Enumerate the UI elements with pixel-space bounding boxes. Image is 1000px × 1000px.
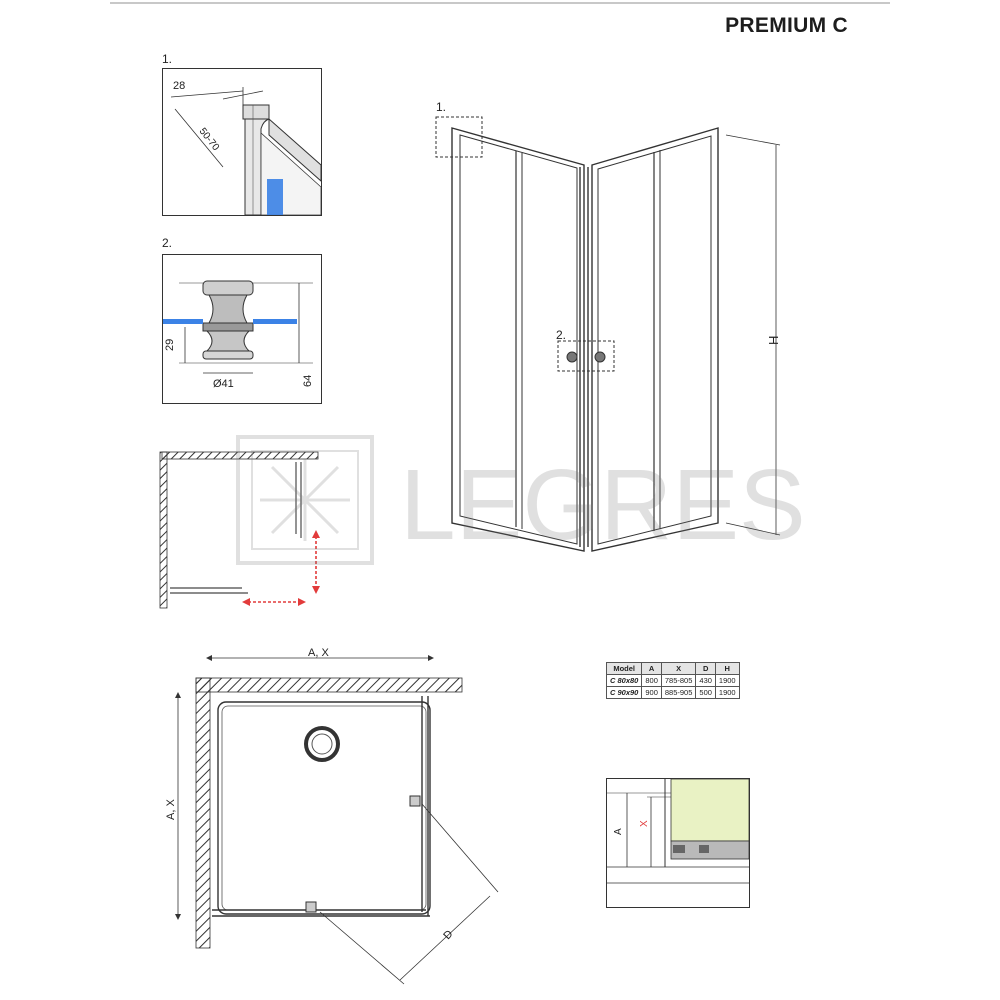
section-label-a: A [613, 828, 624, 835]
spec-cell: 900 [642, 687, 662, 699]
plan-diagonal-label: D [441, 928, 456, 943]
elevation-callout-2: 2. [556, 328, 567, 342]
watermark-text: LEGRES [400, 449, 806, 561]
elevation-drawing [430, 95, 810, 565]
section-wall [671, 779, 749, 841]
spec-header-model: Model [607, 663, 642, 675]
table-row [607, 687, 740, 699]
plan-drawing [160, 640, 510, 990]
section-drawing [607, 779, 749, 907]
spec-header-x: X [661, 663, 696, 675]
spec-cell: C 90x90 [607, 687, 642, 699]
detail-1-dim-diag: 50-70 [196, 126, 222, 154]
table-row [607, 675, 740, 687]
spec-cell: 1900 [715, 687, 739, 699]
spec-cell: 500 [696, 687, 716, 699]
spec-cell: 785-805 [661, 675, 696, 687]
detail-1-panel [162, 68, 322, 216]
spec-header-d: D [696, 663, 716, 675]
detail-2-dim-height: 29 [164, 338, 176, 351]
section-label-x: X [639, 820, 650, 827]
detail-1-drawing [163, 69, 321, 215]
spec-cell: 885-905 [661, 687, 696, 699]
page-title: PREMIUM C [725, 14, 848, 37]
plan-width-label: A, X [308, 647, 329, 659]
spec-table-header-row [607, 663, 740, 675]
detail-2-dim-total: 64 [302, 374, 314, 387]
plan-depth-label: A, X [165, 799, 177, 820]
spec-cell: 430 [696, 675, 716, 687]
detail-2-dim-diameter: Ø41 [213, 378, 234, 390]
detail-1-dim-top: 28 [173, 80, 186, 92]
spec-table [606, 662, 740, 699]
elevation-callout-1: 1. [436, 100, 447, 114]
spec-cell: 800 [642, 675, 662, 687]
detail-1-number: 1. [162, 52, 173, 66]
opening-scheme [156, 448, 326, 618]
detail-2-number: 2. [162, 236, 173, 250]
spec-cell: C 80x80 [607, 675, 642, 687]
spec-header-h: H [715, 663, 739, 675]
spec-header-a: A [642, 663, 662, 675]
spec-cell: 1900 [715, 675, 739, 687]
detail-2-panel [162, 254, 322, 404]
elevation-height-label: H [766, 335, 781, 345]
detail-2-drawing [163, 255, 321, 403]
top-divider [110, 2, 890, 4]
section-panel [606, 778, 750, 908]
